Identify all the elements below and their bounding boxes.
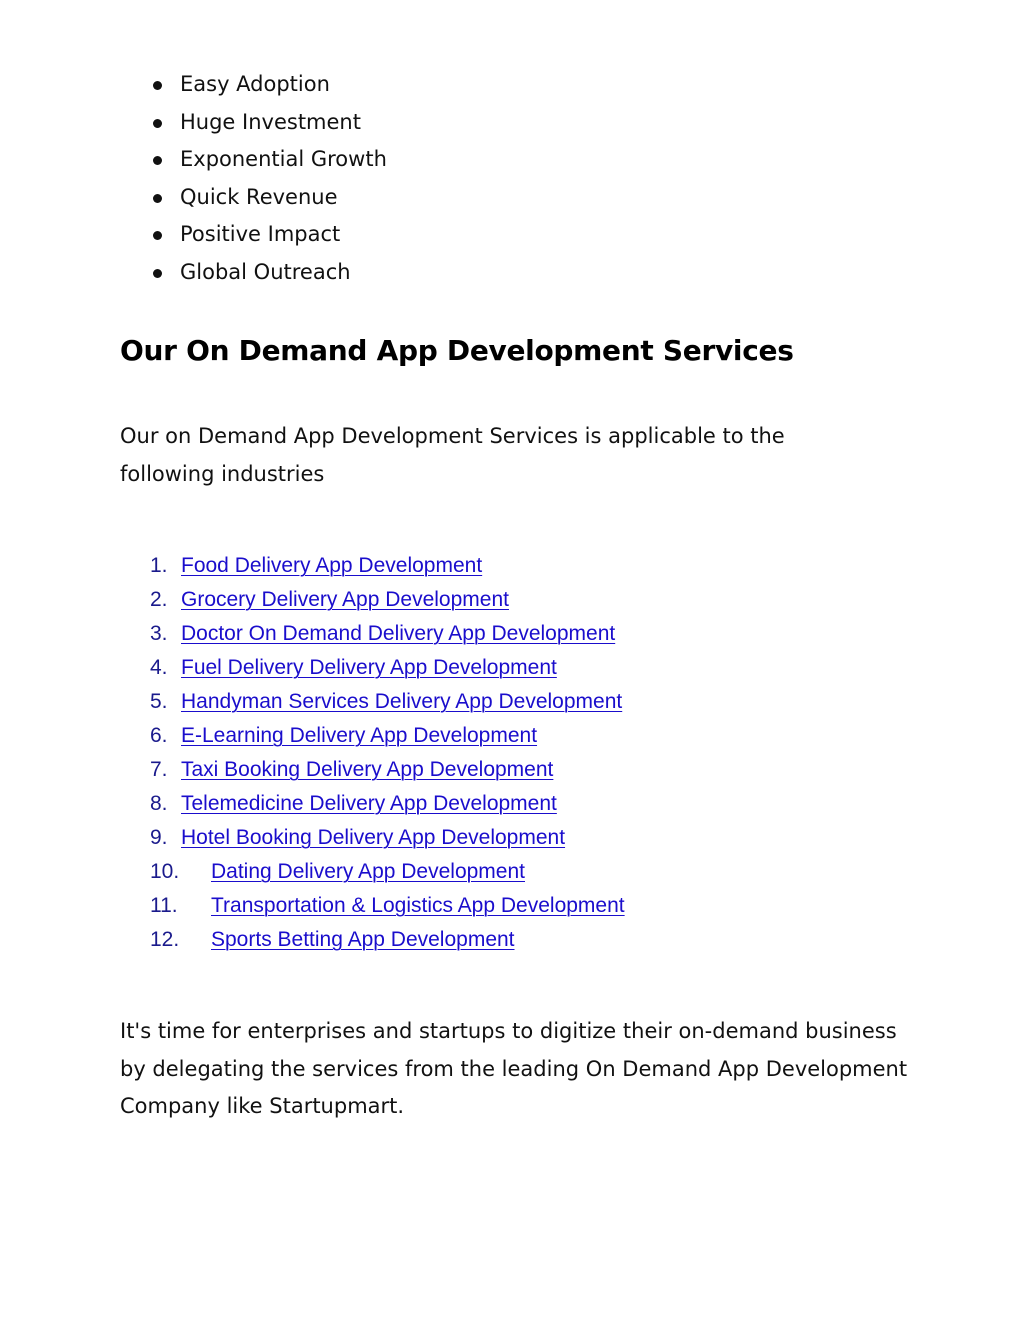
item-number: 10. (150, 860, 180, 883)
service-link[interactable]: Sports Betting App Development (211, 928, 515, 951)
bullet-icon (153, 194, 162, 203)
list-item (150, 141, 387, 179)
service-link[interactable]: Grocery Delivery App Development (181, 588, 509, 611)
list-item (150, 216, 387, 254)
service-link[interactable]: Food Delivery App Development (181, 554, 483, 577)
list-item (150, 66, 387, 104)
item-number: 1. (150, 554, 168, 577)
list-item (150, 104, 387, 142)
intro-paragraph: Our on Demand App Development Services is applicable to the following industries (120, 424, 785, 486)
bullet-icon (153, 269, 162, 278)
benefits-list (150, 66, 387, 291)
item-number: 9. (150, 826, 168, 849)
service-link[interactable]: Hotel Booking Delivery App Development (181, 826, 566, 849)
item-number: 4. (150, 656, 168, 679)
list-item (150, 254, 387, 292)
service-link[interactable]: Fuel Delivery Delivery App Development (181, 656, 557, 679)
service-link[interactable]: Taxi Booking Delivery App Development (181, 758, 554, 781)
bullet-text: Positive Impact (180, 222, 341, 246)
bullet-text: Exponential Growth (180, 147, 387, 171)
bullet-icon (153, 119, 162, 128)
item-number: 5. (150, 690, 168, 713)
item-number: 12. (150, 928, 180, 951)
item-number: 6. (150, 724, 168, 747)
service-link[interactable]: Dating Delivery App Development (211, 860, 525, 883)
closing-paragraph: It's time for enterprises and startups to digitize their on-demand business by delegating the services from the leading On Demand App Development Company like Startupmart. (120, 1019, 908, 1118)
item-number: 7. (150, 758, 168, 781)
bullet-icon (153, 81, 162, 90)
bullet-text: Quick Revenue (180, 184, 338, 209)
section-heading: Our On Demand App Development Services (120, 334, 794, 367)
service-link[interactable]: Telemedicine Delivery App Development (181, 792, 557, 815)
item-number: 3. (150, 622, 168, 645)
service-link[interactable]: Handyman Services Delivery App Development (181, 690, 623, 713)
service-link[interactable]: Transportation & Logistics App Development (211, 894, 625, 917)
bullet-text: Global Outreach (180, 259, 351, 284)
item-number: 2. (150, 588, 168, 611)
service-link[interactable]: E-Learning Delivery App Development (181, 724, 538, 747)
bullet-icon (153, 156, 162, 165)
bullet-text: Huge Investment (180, 109, 361, 134)
bullet-icon (153, 231, 162, 240)
item-number: 8. (150, 792, 168, 815)
item-number: 11. (150, 894, 178, 917)
bullet-text: Easy Adoption (180, 72, 330, 96)
list-item (150, 179, 387, 217)
service-link[interactable]: Doctor On Demand Delivery App Development (181, 622, 616, 645)
